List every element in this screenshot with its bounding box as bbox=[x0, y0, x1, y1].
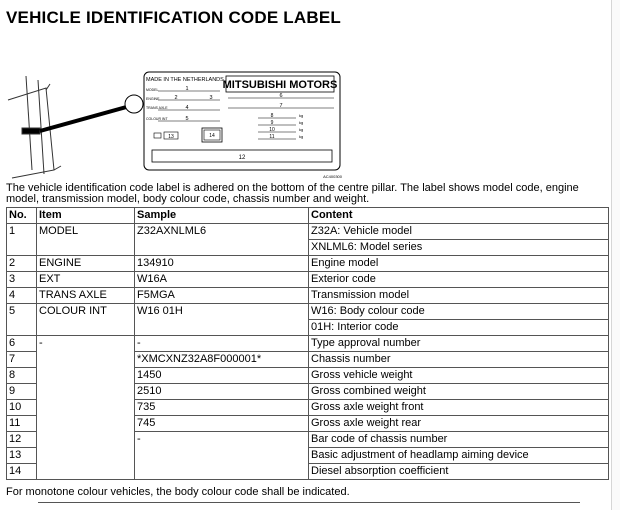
svg-text:14: 14 bbox=[209, 133, 215, 139]
svg-text:3: 3 bbox=[209, 95, 213, 101]
page-title: VEHICLE IDENTIFICATION CODE LABEL bbox=[6, 8, 341, 27]
svg-text:kg: kg bbox=[299, 127, 304, 132]
svg-text:10: 10 bbox=[269, 127, 275, 133]
code-label bbox=[144, 72, 340, 170]
header-item: Item bbox=[37, 208, 135, 224]
description-text: The vehicle identification code label is adhered on the bottom of the centre pillar. The label shows model code, engine model, transmission model, body colour code, chassis number and weight. bbox=[6, 182, 579, 205]
table-row: 7 *XMCXNZ32A8F000001* Chassis number bbox=[7, 352, 609, 368]
svg-text:COLOUR INT: COLOUR INT bbox=[146, 117, 168, 121]
svg-text:8: 8 bbox=[270, 113, 274, 119]
svg-text:6: 6 bbox=[279, 93, 283, 99]
table-row: 9 2510 Gross combined weight bbox=[7, 384, 609, 400]
table-row: 4 TRANS AXLE F5MGA Transmission model bbox=[7, 288, 609, 304]
svg-text:1: 1 bbox=[185, 86, 189, 92]
brand-text: MITSUBISHI MOTORS bbox=[222, 79, 338, 91]
svg-text:11: 11 bbox=[269, 134, 275, 140]
table-row: 01H: Interior code bbox=[7, 320, 609, 336]
table-row: 5 COLOUR INT W16 01H W16: Body colour code bbox=[7, 304, 609, 320]
table-row: 13 Basic adjustment of headlamp aiming device bbox=[7, 448, 609, 464]
table-row: 10 735 Gross axle weight front bbox=[7, 400, 609, 416]
header-content: Content bbox=[309, 208, 609, 224]
svg-text:7: 7 bbox=[279, 103, 283, 109]
table-row: 1 MODEL Z32AXNLML6 Z32A: Vehicle model bbox=[7, 224, 609, 240]
code-table bbox=[6, 207, 609, 480]
header-sample: Sample bbox=[135, 208, 309, 224]
table-row: 3 EXT W16A Exterior code bbox=[7, 272, 609, 288]
svg-text:kg: kg bbox=[299, 120, 304, 125]
table-row: 8 1450 Gross vehicle weight bbox=[7, 368, 609, 384]
svg-text:9: 9 bbox=[270, 120, 274, 126]
svg-text:4: 4 bbox=[185, 105, 189, 111]
table-row: 2 ENGINE 134910 Engine model bbox=[7, 256, 609, 272]
svg-text:MODEL: MODEL bbox=[146, 88, 159, 92]
table-row: 12 - Bar code of chassis number bbox=[7, 432, 609, 448]
footnote-text: For monotone colour vehicles, the body colour code shall be indicated. bbox=[6, 486, 350, 498]
leader-arrow bbox=[40, 95, 143, 131]
figure-code: AC400300 bbox=[323, 174, 342, 179]
scrollbar-edge[interactable] bbox=[611, 0, 620, 510]
table-row: 14 Diesel absorption coefficient bbox=[7, 464, 609, 480]
svg-text:2: 2 bbox=[174, 95, 178, 101]
table-row: 11 745 Gross axle weight rear bbox=[7, 416, 609, 432]
made-in-text: MADE IN THE NETHERLANDS bbox=[146, 77, 224, 83]
table-row: XNLML6: Model series bbox=[7, 240, 609, 256]
svg-text:kg: kg bbox=[299, 134, 304, 139]
svg-text:TRANS AXLE: TRANS AXLE bbox=[146, 106, 168, 110]
svg-text:kg: kg bbox=[299, 113, 304, 118]
divider bbox=[38, 502, 580, 503]
svg-text:ENGINE: ENGINE bbox=[146, 97, 160, 101]
table-header-row bbox=[7, 208, 609, 224]
table-row: 6 - - Type approval number bbox=[7, 336, 609, 352]
header-no: No. bbox=[7, 208, 37, 224]
svg-text:12: 12 bbox=[238, 155, 246, 161]
svg-text:13: 13 bbox=[168, 134, 174, 140]
label-illustration bbox=[6, 70, 346, 180]
svg-text:5: 5 bbox=[185, 116, 189, 122]
